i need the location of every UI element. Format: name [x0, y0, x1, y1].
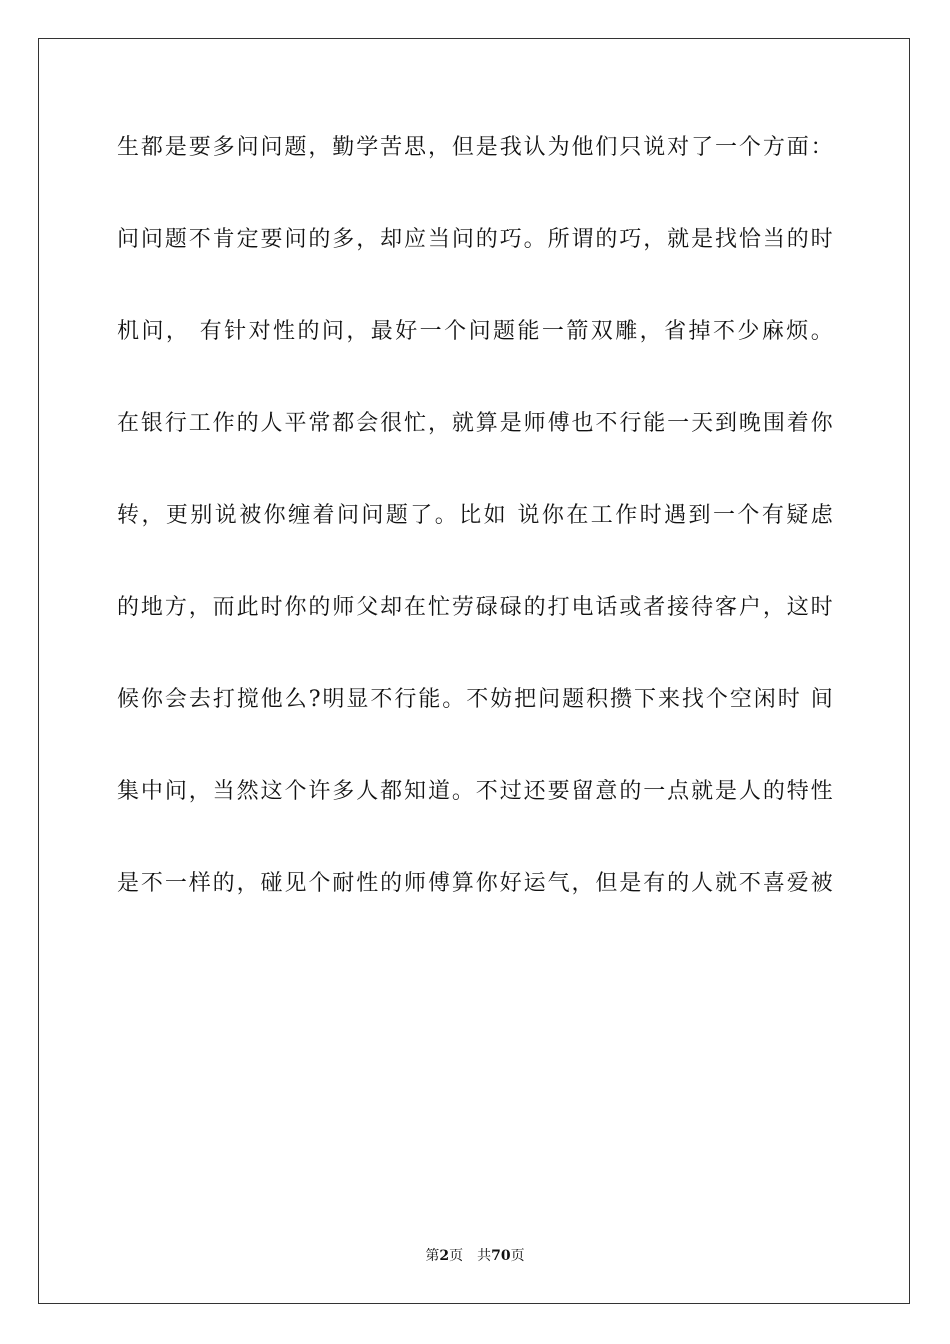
page-number: 2 [439, 1248, 450, 1264]
text-line: 机问， 有针对性的问，最好一个问题能一箭双雕，省掉不少麻烦。 [117, 319, 833, 344]
text-line: 的地方，而此时你的师父却在忙劳碌碌的打电话或者接待客户，这时 [117, 595, 833, 620]
text-line: 集中问，当然这个许多人都知道。不过还要留意的一点就是人的特性 [117, 779, 833, 804]
total-pages: 70 [491, 1248, 511, 1264]
text-line: 在银行工作的人平常都会很忙，就算是师傅也不行能一天到晚围着你 [117, 411, 833, 436]
text-line: 候你会去打搅他么?明显不行能。不妨把问题积攒下来找个空闲时 间 [117, 687, 833, 712]
document-body [117, 128, 833, 956]
page-prefix: 第 [425, 1248, 440, 1264]
page-footer [0, 1246, 950, 1266]
text-line: 转，更别说被你缠着问问题了。比如 说你在工作时遇到一个有疑虑 [117, 503, 833, 528]
text-line: 是不一样的，碰见个耐性的师傅算你好运气，但是有的人就不喜爱被 [117, 871, 833, 896]
text-line: 生都是要多问问题，勤学苦思，但是我认为他们只说对了一个方面： [117, 135, 833, 160]
text-line: 问问题不肯定要问的多，却应当问的巧。所谓的巧，就是找恰当的时 [117, 227, 833, 252]
total-suffix: 页 [510, 1248, 525, 1264]
page-suffix: 页 [449, 1248, 464, 1264]
total-prefix: 共 [477, 1248, 492, 1264]
